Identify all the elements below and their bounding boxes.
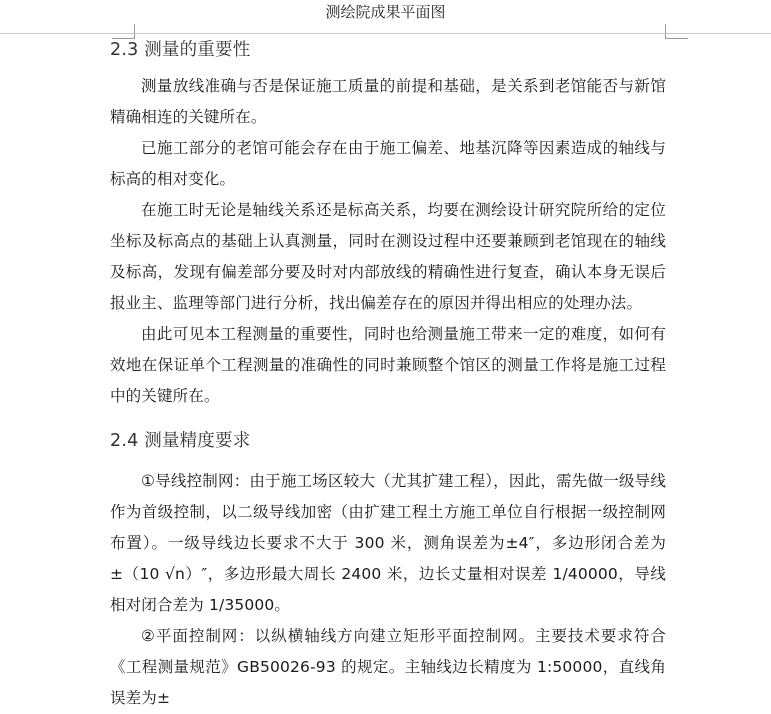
paragraph: 在施工时无论是轴线关系还是标高关系，均要在测绘设计研究院所给的定位坐标及标高点的基础上认真测量，同时在测设过程中还要兼顾到老馆现在的轴线及标高，发现有偏差部分要及时对内部放线的精确性进行复查，确认本身无误后报业主、监理等部门进行分析，找出偏差存在的原因并得出相应的处理办法。 — [110, 201, 666, 312]
section-heading-2-3: 2.3 测量的重要性 — [110, 40, 251, 60]
right-margin-marker — [665, 24, 688, 39]
document-body — [110, 36, 666, 714]
paragraph: ②平面控制网：以纵横轴线方向建立矩形平面控制网。主要技术要求符合《工程测量规范》GB50026-93 的规定。主轴线边长精度为 1:50000，直线角误差为± — [110, 627, 666, 707]
page-header — [0, 0, 771, 26]
section-2-3-body — [110, 71, 666, 412]
header-title: 测绘院成果平面图 — [325, 3, 446, 21]
paragraph: ①导线控制网：由于施工场区较大（尤其扩建工程），因此，需先做一级导线作为首级控制，以二级导线加密（由扩建工程土方施工单位自行根据一级控制网布置）。一级导线边长要求不大于 300 米，测角误差为±4″，多边形闭合差为±（10 √n）″，多边形最大周长 2400 米，边长丈量相对误差 1/40000，导线相对闭合差为 1/35000。 — [110, 472, 666, 614]
section-heading-2-4: 2.4 测量精度要求 — [110, 431, 251, 451]
section-2-4-body — [110, 466, 666, 714]
paragraph: 由此可见本工程测量的重要性，同时也给测量施工带来一定的难度，如何有效地在保证单个工程测量的准确性的同时兼顾整个馆区的测量工作将是施工过程中的关键所在。 — [110, 325, 666, 405]
paragraph: 已施工部分的老馆可能会存在由于施工偏差、地基沉降等因素造成的轴线与标高的相对变化。 — [110, 139, 666, 188]
paragraph: 测量放线准确与否是保证施工质量的前提和基础，是关系到老馆能否与新馆精确相连的关键所在。 — [110, 77, 666, 126]
